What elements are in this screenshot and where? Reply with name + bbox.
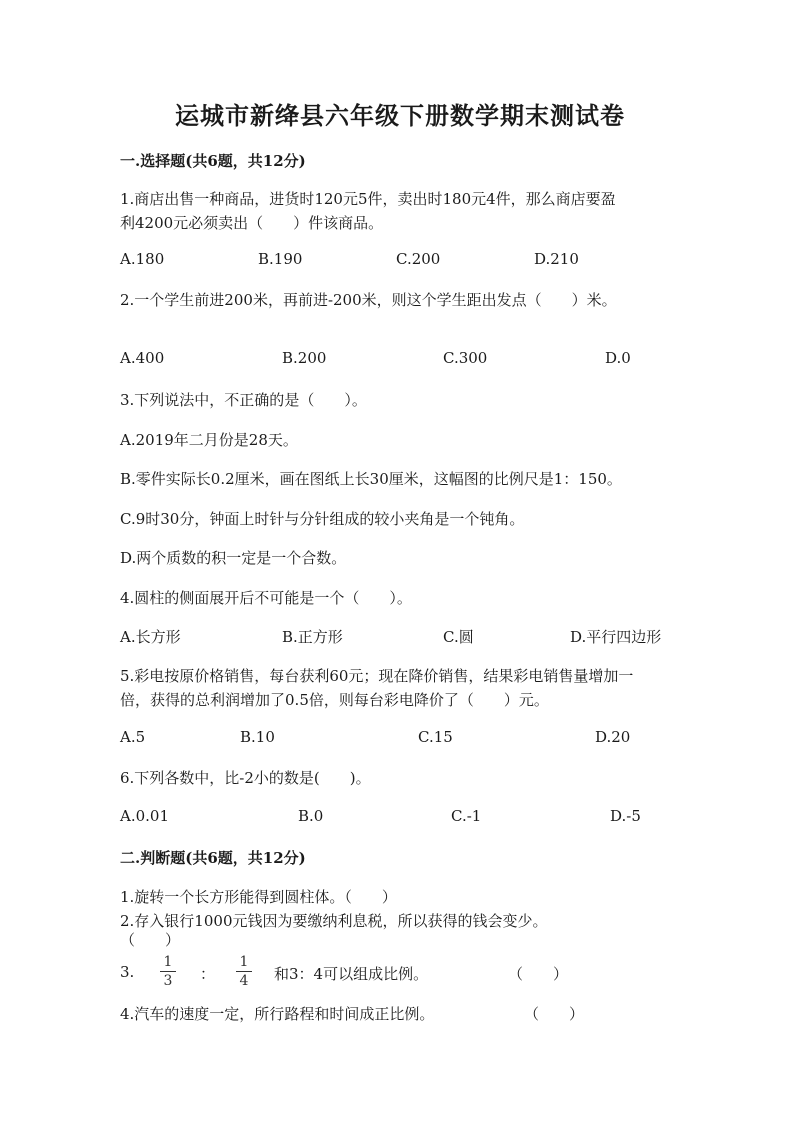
judgement-1: 1.旋转一个长方形能得到圆柱体。（ ） — [120, 888, 397, 906]
question-4-options — [120, 626, 680, 646]
option-b[interactable]: B.正方形 — [282, 628, 343, 646]
question-2-line-1: 2.一个学生前进200米，再前进-200米，则这个学生距出发点（ ）米。 — [120, 291, 617, 309]
fraction-denominator: 4 — [239, 973, 249, 989]
section-heading-judgement: 二.判断题(共6题，共12分) — [120, 849, 306, 867]
option-d[interactable]: D.20 — [595, 728, 631, 746]
option-d[interactable]: D.0 — [605, 349, 631, 367]
fraction-bar — [236, 971, 252, 972]
fraction-one-third — [160, 954, 176, 989]
option-a[interactable]: A.2019年二月份是28天。 — [120, 431, 298, 449]
fraction-denominator: 3 — [163, 973, 173, 989]
fraction-bar — [160, 971, 176, 972]
question-6-line-1: 6.下列各数中，比-2小的数是( )。 — [120, 769, 371, 787]
fraction-numerator: 1 — [239, 954, 249, 970]
option-a[interactable]: A.400 — [120, 349, 165, 367]
option-c[interactable]: C.9时30分，钟面上时针与分针组成的较小夹角是一个钝角。 — [120, 510, 525, 528]
option-b[interactable]: B.零件实际长0.2厘米，画在图纸上长30厘米，这幅图的比例尺是1：150。 — [120, 470, 622, 488]
question-6-options — [120, 807, 680, 827]
question-5-line-2: 倍，获得的总利润增加了0.5倍，则每台彩电降价了（ ）元。 — [120, 691, 549, 709]
page-title: 运城市新绛县六年级下册数学期末测试卷 — [175, 101, 625, 130]
question-2-options — [120, 349, 680, 369]
question-4-line-1: 4.圆柱的侧面展开后不可能是一个（ ）。 — [120, 589, 412, 607]
judgement-3-blank[interactable]: （ ） — [508, 965, 569, 983]
judgement-3 — [120, 954, 580, 990]
option-b[interactable]: B.200 — [282, 349, 327, 367]
option-a[interactable]: A.长方形 — [120, 628, 181, 646]
judgement-3-number: 3. — [120, 963, 135, 981]
option-b[interactable]: B.10 — [240, 728, 275, 746]
option-d[interactable]: D.210 — [534, 250, 579, 268]
section-heading-choice: 一.选择题(共6题，共12分) — [120, 152, 306, 170]
option-c[interactable]: C.-1 — [451, 807, 482, 825]
option-b[interactable]: B.190 — [258, 250, 303, 268]
option-c[interactable]: C.15 — [418, 728, 453, 746]
option-c[interactable]: C.200 — [396, 250, 441, 268]
option-d[interactable]: D.平行四边形 — [570, 628, 662, 646]
option-c[interactable]: C.300 — [443, 349, 488, 367]
ratio-colon: ： — [200, 965, 216, 983]
question-1-line-1: 1.商店出售一种商品，进货时120元5件，卖出时180元4件，那么商店要盈 — [120, 190, 616, 208]
judgement-2-line-1: 2.存入银行1000元钱因为要缴纳利息税，所以获得的钱会变少。 — [120, 912, 548, 930]
question-5-line-1: 5.彩电按原价格销售，每台获利60元；现在降价销售，结果彩电销售量增加一 — [120, 667, 634, 685]
option-a[interactable]: A.5 — [120, 728, 146, 746]
option-d[interactable]: D.-5 — [610, 807, 641, 825]
question-3-line-1: 3.下列说法中，不正确的是（ ）。 — [120, 391, 367, 409]
judgement-4-text: 4.汽车的速度一定，所行路程和时间成正比例。 — [120, 1005, 435, 1023]
judgement-4-blank[interactable]: （ ） — [524, 1005, 585, 1023]
option-b[interactable]: B.0 — [298, 807, 324, 825]
option-a[interactable]: A.0.01 — [120, 807, 169, 825]
option-c[interactable]: C.圆 — [443, 628, 474, 646]
question-1-line-2: 利4200元必须卖出（ ）件该商品。 — [120, 214, 384, 232]
judgement-3-text: 和3：4可以组成比例。 — [274, 965, 429, 983]
question-5-options — [120, 728, 680, 748]
question-1-options — [120, 250, 680, 270]
fraction-numerator: 1 — [163, 954, 173, 970]
option-a[interactable]: A.180 — [120, 250, 165, 268]
judgement-2-blank[interactable]: （ ） — [120, 931, 181, 949]
fraction-one-fourth — [236, 954, 252, 989]
option-d[interactable]: D.两个质数的积一定是一个合数。 — [120, 549, 347, 567]
